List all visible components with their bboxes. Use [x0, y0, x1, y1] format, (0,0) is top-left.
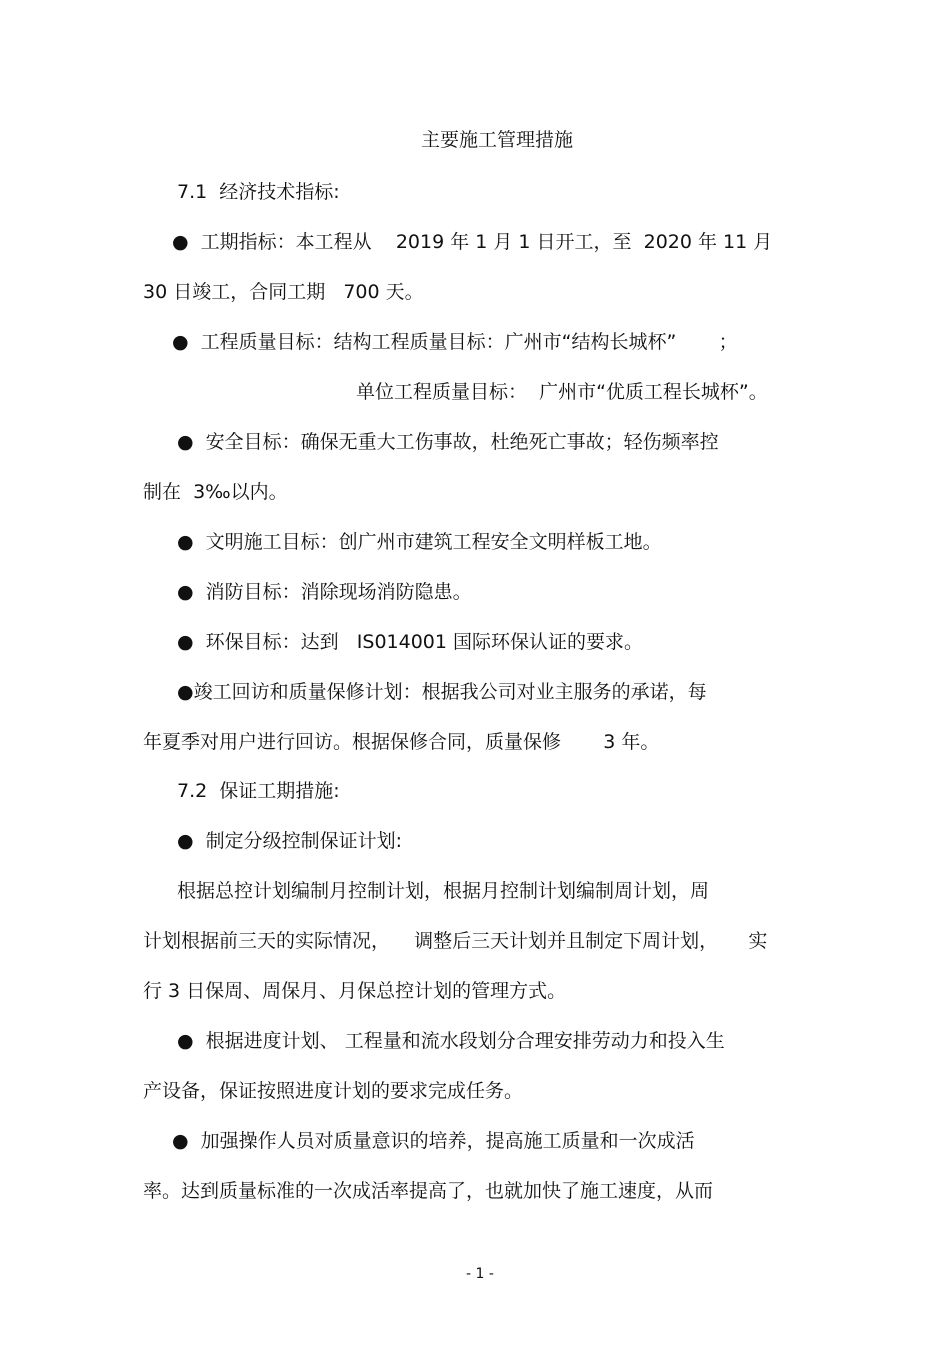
paragraph-line: 行 3 日保周、周保月、月保总控计划的管理方式。	[143, 980, 567, 1002]
paragraph-line: 率。达到质量标准的一次成活率提高了，也就加快了施工速度，从而	[143, 1180, 714, 1202]
section-heading: 7.2 保证工期措施:	[177, 780, 340, 802]
paragraph-line: 制在 3‰以内。	[143, 481, 288, 503]
paragraph-line: 产设备，保证按照进度计划的要求完成任务。	[143, 1080, 524, 1102]
page-title: 主要施工管理措施	[420, 129, 573, 151]
page-number: - 1 -	[466, 1266, 494, 1282]
paragraph-line: ● 安全目标：确保无重大工伤事故，杜绝死亡事故；轻伤频率控	[177, 431, 719, 453]
paragraph-line: 计划根据前三天的实际情况， 调整后三天计划并且制定下周计划， 实	[143, 930, 768, 952]
paragraph-line: ● 根据进度计划、 工程量和流水段划分合理安排劳动力和投入生	[177, 1030, 725, 1052]
paragraph-line: 30 日竣工，合同工期 700 天。	[143, 281, 424, 303]
paragraph-line: ● 工程质量目标：结构工程质量目标：广州市“结构长城杯” ；	[172, 331, 738, 353]
paragraph-line: ● 文明施工目标：创广州市建筑工程安全文明样板工地。	[177, 531, 662, 553]
paragraph-line: ●竣工回访和质量保修计划：根据我公司对业主服务的承诺，每	[177, 681, 707, 703]
paragraph-line: ● 环保目标：达到 IS014001 国际环保认证的要求。	[177, 631, 644, 653]
paragraph-line: ● 消防目标：消除现场消防隐患。	[177, 581, 472, 603]
paragraph-line: 根据总控计划编制月控制计划，根据月控制计划编制周计划，周	[177, 880, 710, 902]
paragraph-line: ● 制定分级控制保证计划:	[177, 830, 403, 852]
paragraph-line: ● 加强操作人员对质量意识的培养，提高施工质量和一次成活	[172, 1130, 695, 1152]
paragraph-line: 年夏季对用户进行回访。根据保修合同，质量保修 3 年。	[143, 731, 660, 753]
paragraph-line: ● 工期指标：本工程从 2019 年 1 月 1 日开工，至 2020 年 11 月	[172, 231, 773, 253]
paragraph-line: 单位工程质量目标： 广州市“优质工程长城杯”。	[356, 381, 768, 403]
section-heading: 7.1 经济技术指标:	[177, 181, 340, 203]
